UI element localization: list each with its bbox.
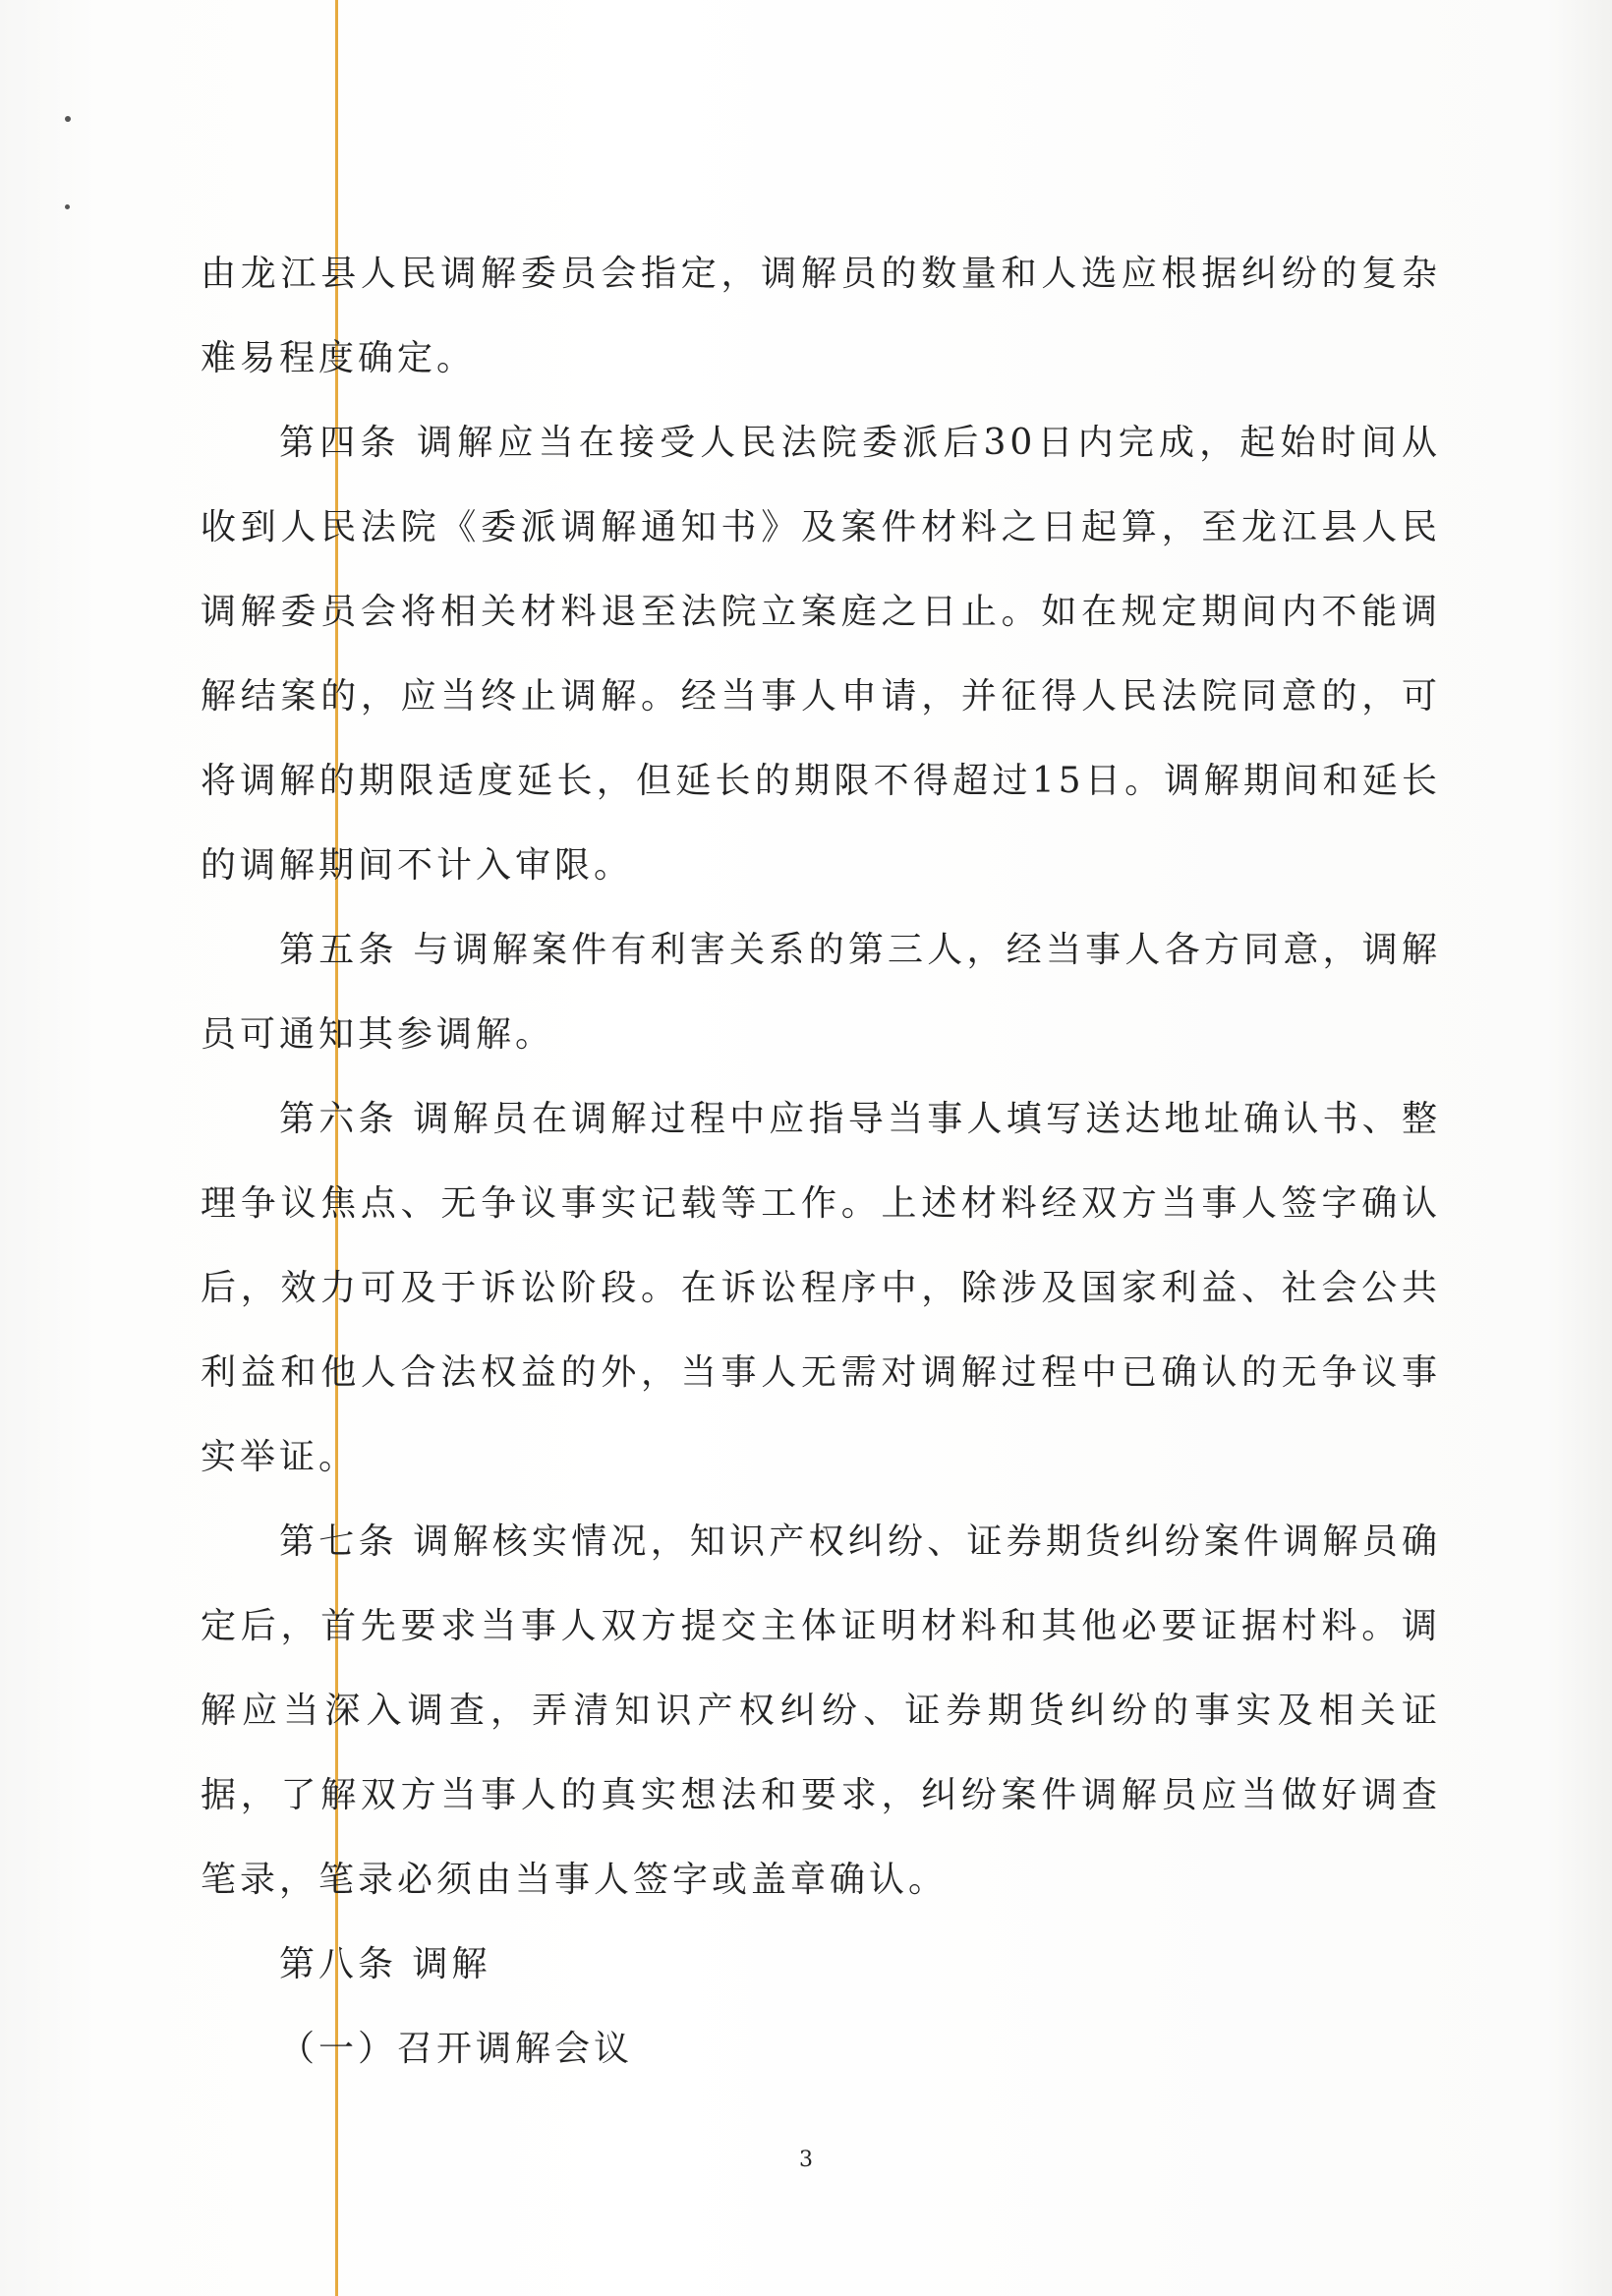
article-7-paragraph: 第七条 调解核实情况，知识产权纠纷、证券期货纠纷案件调解员确定后，首先要求当事人双方提交主体证明材料和其他必要证据村料。调解应当深入调查，弄清知识产权纠纷、证券期货纠纷的事实及相关证据，了解双方当事人的真实想法和要求，纠纷案件调解员应当做好调查笔录，笔录必须由当事人签字或盖章确认。 [201,1521,1441,1900]
article-8-heading: 第八条 调解 [279,1944,491,1984]
subsection-1-heading: （一）召开调解会议 [279,2029,634,2069]
paragraph-continuation: 由龙江县人民调解委员会指定，调解员的数量和人选应根据纠纷的复杂难易程度确定。 [201,254,1441,378]
scan-speck [65,116,71,122]
document-body [201,232,1441,2092]
article-4-paragraph: 第四条 调解应当在接受人民法院委派后30日内完成，起始时间从收到人民法院《委派调解通知书》及案件材料之日起算，至龙江县人民调解委员会将相关材料退至法院立案庭之日止。如在规定期间内不能调解结案的，应当终止调解。经当事人申请，并征得人民法院同意的，可将调解的期限适度延长，但延长的期限不得超过15日。调解期间和延长的调解期间不计入审限。 [201,423,1441,886]
article-6-paragraph: 第六条 调解员在调解过程中应指导当事人填写送达地址确认书、整理争议焦点、无争议事实记载等工作。上述材料经双方当事人签字确认后，效力可及于诉讼阶段。在诉讼程序中，除涉及国家利益、社会公共利益和他人合法权益的外，当事人无需对调解过程中已确认的无争议事实举证。 [201,1099,1441,1477]
scan-speck [65,204,70,209]
page-number: 3 [799,2148,813,2172]
article-5-paragraph: 第五条 与调解案件有利害关系的第三人，经当事人各方同意，调解员可通知其参调解。 [201,930,1441,1055]
